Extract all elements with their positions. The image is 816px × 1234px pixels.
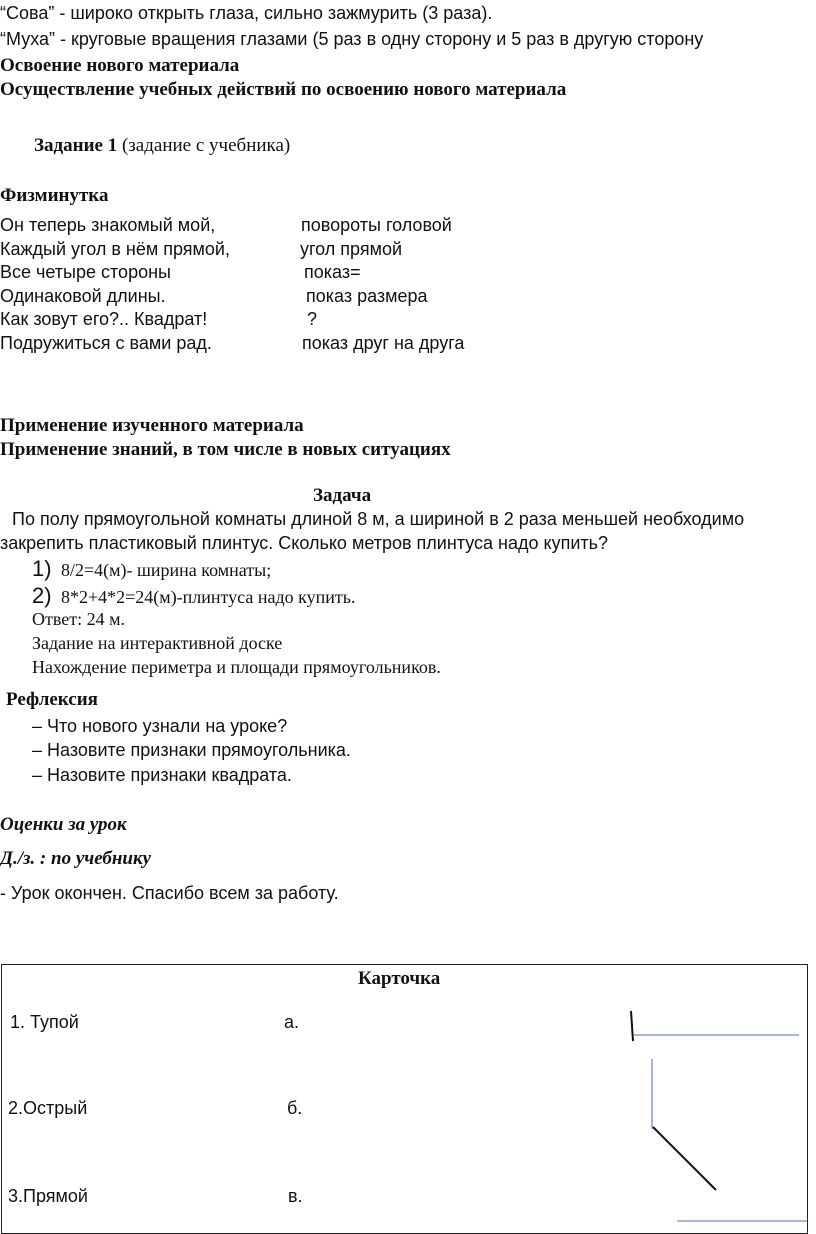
- task1-note: (задание с учебника): [121, 135, 291, 156]
- poem-verse: Одинаковой длины.: [0, 286, 166, 306]
- step-text: 8*2+4*2=24(м)-плинтуса надо купить.: [61, 587, 356, 607]
- task1-label: Задание 1: [34, 135, 118, 156]
- poem-verse: Он теперь знакомый мой,: [0, 215, 216, 235]
- section-heading-new-situations: Применение знаний, в том числе в новых ситуациях: [0, 439, 451, 460]
- card-title: Карточка: [358, 968, 441, 989]
- reflection-question: – Назовите признаки прямоугольника.: [32, 740, 351, 760]
- problem-text: По полу прямоугольной комнаты длиной 8 м, а шириной в 2 раза меньшей необходимо: [12, 509, 745, 529]
- intro-line-owl: “Сова” - широко открыть глаза, сильно зажмурить (3 раза).: [0, 3, 493, 23]
- problem-text: закрепить пластиковый плинтус. Сколько метров плинтуса надо купить?: [0, 533, 609, 553]
- angle-figures: [2, 965, 807, 1233]
- card-item: 1. Тупой: [10, 1012, 79, 1032]
- reflection-heading: Рефлексия: [6, 689, 98, 710]
- card-item: 2.Острый: [8, 1098, 88, 1118]
- problem-answer: Ответ: 24 м.: [32, 609, 126, 629]
- poem-verse: Как зовут его?.. Квадрат!: [0, 309, 208, 329]
- poem-action: показ размера: [306, 286, 428, 306]
- card-letter: б.: [287, 1098, 303, 1118]
- board-task: Задание на интерактивной доске: [32, 633, 283, 653]
- section-heading-learning-actions: Осуществление учебных действий по освоению нового материала: [0, 79, 567, 100]
- board-task-description: Нахождение периметра и площади прямоугольников.: [32, 657, 441, 677]
- grades-heading: Оценки за урок: [0, 814, 127, 835]
- poem-verse: Подружиться с вами рад.: [0, 333, 212, 353]
- poem-action: повороты головой: [301, 215, 452, 235]
- card-letter: в.: [288, 1186, 303, 1206]
- homework-heading: Д./з. : по учебнику: [0, 848, 152, 869]
- poem-action: ?: [307, 309, 318, 329]
- angle-card: [1, 964, 808, 1234]
- obtuse-angle-diagonal-ray: [653, 1127, 716, 1190]
- poem-action: показ друг на друга: [302, 333, 465, 353]
- card-letter: а.: [284, 1012, 300, 1032]
- problem-title: Задача: [313, 485, 372, 506]
- poem-verse: Все четыре стороны: [0, 262, 171, 282]
- right-angle-vertical-ray: [631, 1011, 633, 1041]
- section-heading-application: Применение изученного материала: [0, 415, 304, 436]
- reflection-question: – Что нового узнали на уроке?: [32, 716, 288, 736]
- poem-action: угол прямой: [300, 239, 403, 259]
- reflection-question: – Назовите признаки квадрата.: [32, 765, 292, 785]
- poem-verse: Каждый угол в нём прямой,: [0, 239, 230, 259]
- poem-action: показ=: [304, 262, 361, 282]
- section-heading-new-material: Освоение нового материала: [0, 55, 240, 76]
- task1-line: [34, 136, 290, 155]
- card-item: 3.Прямой: [8, 1186, 88, 1206]
- closing-line: - Урок окончен. Спасибо всем за работу.: [0, 883, 339, 903]
- intro-line-fly: “Муха” - круговые вращения глазами (5 раз в одну сторону и 5 раз в другую сторону: [0, 29, 704, 49]
- step-text: 8/2=4(м)- ширина комнаты;: [61, 560, 272, 580]
- step-number: 1): [32, 556, 52, 581]
- step-number: 2): [32, 583, 52, 608]
- fizminutka-heading: Физминутка: [0, 185, 109, 206]
